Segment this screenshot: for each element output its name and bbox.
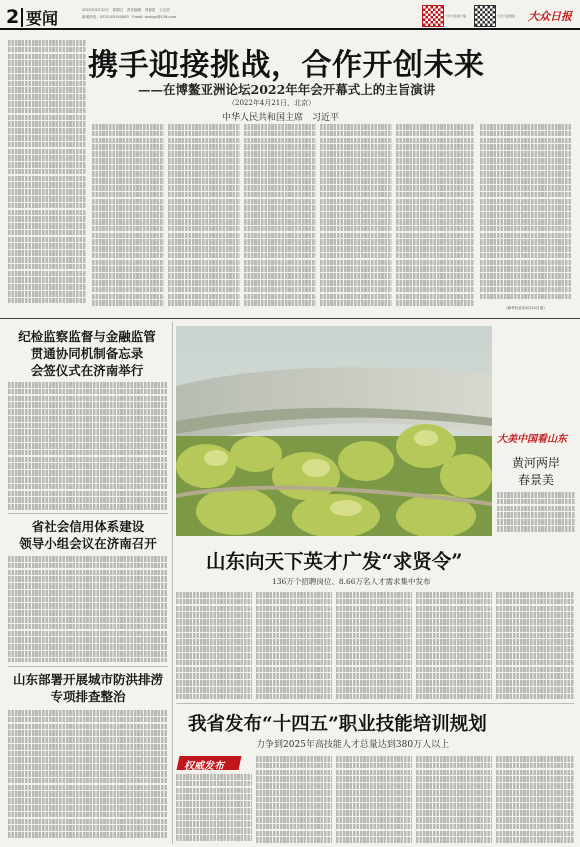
talent-body-column [336,592,412,700]
lead-date: （2022年4月21日，北京） [228,99,316,107]
lead-body-column [92,124,164,312]
article-b-headline-line: 省社会信用体系建设 [31,519,145,534]
article-divider [8,513,168,514]
authority-release-label: 权威发布 [184,761,224,772]
lead-body-column [168,124,240,312]
column-divider [172,322,173,844]
lead-body-column [480,124,572,304]
talent-body-column [256,592,332,700]
yellow-river-photo [176,326,492,536]
paper-name-logo: 大众日报 [528,10,572,23]
article-b-headline-line: 领导小组会议在济南召开 [19,536,157,551]
landscape-illustration [176,326,492,536]
article-c-headline [8,671,168,705]
article-b-body [8,556,168,662]
qr-caption-2: 大众日报微信 [497,14,516,18]
header-rule [0,28,580,30]
talent-subhead: 136万个招聘岗位、8.66万名人才需求集中发布 [272,577,431,586]
talent-headline: 山东向天下英才广发“求贤令” [206,550,463,573]
lead-body-column [320,124,392,312]
vocational-subhead: 力争到2025年高技能人才总量达到380万人以上 [256,740,450,750]
talent-body-column [496,592,574,700]
header-divider [21,8,23,27]
qr-code-icon [474,5,496,27]
qr-caption-1: 大众日报客户端 [445,14,467,18]
vocational-body-column [416,756,492,844]
vocational-body-column [256,756,332,844]
article-divider [176,703,574,704]
lead-body-column [244,124,316,312]
lead-end-note: （新华社北京4月21日电） [504,306,547,310]
article-c-headline-line: 专项排查整治 [50,689,126,704]
dateline: 2022年4月22日 星期五 责任编辑 刘春雷 王志浩 [82,8,170,12]
vocational-body-column [176,774,252,844]
article-a-headline-line: 会签仪式在济南举行 [30,363,144,378]
vocational-body-column [496,756,574,844]
photo-column-logo: 大美中国看山东 [497,434,567,445]
article-a-headline [8,328,166,379]
lead-body-column [396,124,474,312]
article-a-headline-line: 纪检监察监督与金融监管 [18,329,156,344]
page-header [0,0,580,38]
talent-body-column [416,592,492,700]
talent-body-column [176,592,252,700]
article-c-headline-line: 山东部署开展城市防洪排涝 [12,672,163,687]
lead-author: 中华人民共和国主席 习近平 [222,113,340,123]
photo-caption [497,492,575,532]
photo-title [497,455,575,489]
lead-subhead: ——在博鳌亚洲论坛2022年年会开幕式上的主旨演讲 [138,82,436,97]
article-divider [8,666,168,667]
contact-line: 新闻热线：0531-85193000 Email: dzrbgx@126.com [82,15,177,19]
article-a-headline-line: 贯通协同机制备忘录 [30,346,144,361]
section-title: 要闻 [26,9,59,28]
vocational-body-column [336,756,412,844]
article-c-body [8,710,168,842]
qr-code-icon [422,5,444,27]
lead-headline: 携手迎接挑战，合作开创未来 [88,48,485,83]
article-a-body [8,382,168,510]
vocational-headline: 我省发布“十四五”职业技能培训规划 [188,714,487,735]
left-upper-column [8,40,86,312]
photo-title-line: 黄河两岸 [511,456,560,470]
article-b-headline [8,518,168,552]
page-number: 2 [6,6,20,28]
section-rule [0,318,580,319]
photo-title-line: 春景美 [517,473,554,487]
